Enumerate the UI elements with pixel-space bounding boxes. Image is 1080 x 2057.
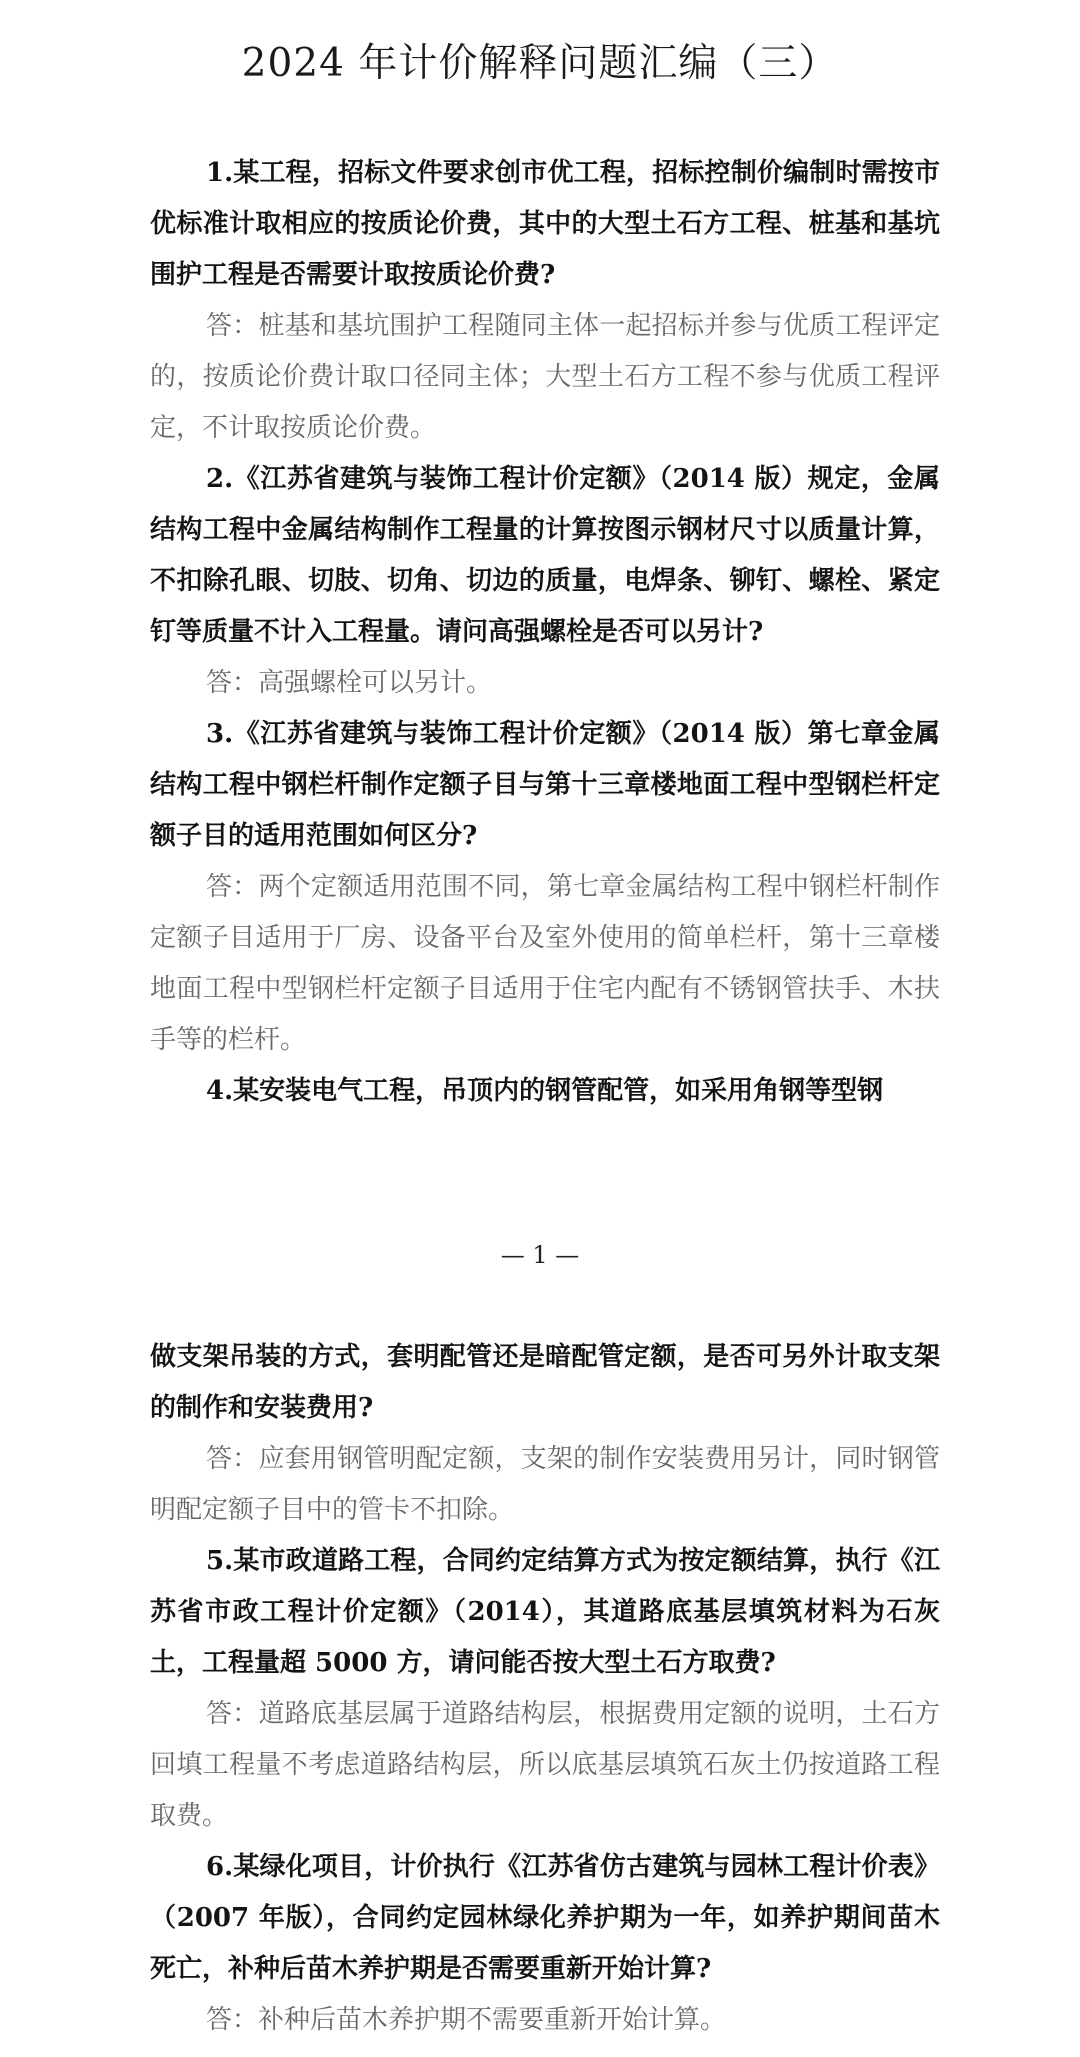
answer-2: 答：高强螺栓可以另计。: [206, 668, 493, 698]
document-page-2: [0, 1300, 1080, 2057]
question-1: 1.某工程，招标文件要求创市优工程，招标控制价编制时需按市优标准计取相应的按质论价费，其中的大型土石方工程、桩基和基坑围护工程是否需要计取按质论价费?: [150, 158, 940, 290]
document-title: 2024 年计价解释问题汇编（三）: [241, 41, 839, 86]
answer-3: 答：两个定额适用范围不同，第七章金属结构工程中钢栏杆制作定额子目适用于厂房、设备平台及室外使用的简单栏杆，第十三章楼地面工程中型钢栏杆定额子目适用于住宅内配有不锈钢管扶手、木扶手等的栏杆。: [150, 872, 940, 1055]
question-4-start: 4.某安装电气工程，吊顶内的钢管配管，如采用角钢等型钢: [206, 1076, 884, 1106]
answer-1: 答：桩基和基坑围护工程随同主体一起招标并参与优质工程评定的，按质论价费计取口径同主体；大型土石方工程不参与优质工程评定，不计取按质论价费。: [150, 311, 940, 443]
question-6: 6.某绿化项目，计价执行《江苏省仿古建筑与园林工程计价表》（2007 年版），合同约定园林绿化养护期为一年，如养护期间苗木死亡，补种后苗木养护期是否需要重新开始计算?: [150, 1852, 940, 1984]
question-5: 5.某市政道路工程，合同约定结算方式为按定额结算，执行《江苏省市政工程计价定额》（2014），其道路底基层填筑材料为石灰土，工程量超 5000 方，请问能否按大型土石方取费?: [150, 1546, 940, 1678]
answer-6: 答：补种后苗木养护期不需要重新开始计算。: [206, 2005, 727, 2035]
page-2-content: [150, 1332, 940, 2046]
answer-4: 答：应套用钢管明配定额，支架的制作安装费用另计，同时钢管明配定额子目中的管卡不扣除。: [150, 1444, 940, 1525]
question-3: 3.《江苏省建筑与装饰工程计价定额》（2014 版）第七章金属结构工程中钢栏杆制作定额子目与第十三章楼地面工程中型钢栏杆定额子目的适用范围如何区分?: [150, 719, 940, 851]
question-4-continued: 做支架吊装的方式，套明配管还是暗配管定额，是否可另外计取支架的制作和安装费用?: [150, 1342, 940, 1423]
answer-5: 答：道路底基层属于道路结构层，根据费用定额的说明，土石方回填工程量不考虑道路结构层，所以底基层填筑石灰土仍按道路工程取费。: [150, 1699, 940, 1831]
question-2: 2.《江苏省建筑与装饰工程计价定额》（2014 版）规定，金属结构工程中金属结构制作工程量的计算按图示钢材尺寸以质量计算，不扣除孔眼、切肢、切角、切边的质量，电焊条、铆钉、螺栓、紧定钉等质量不计入工程量。请问高强螺栓是否可以另计?: [150, 464, 940, 647]
page-number: — 1 —: [500, 1241, 580, 1269]
page-1-content: [150, 148, 940, 1117]
